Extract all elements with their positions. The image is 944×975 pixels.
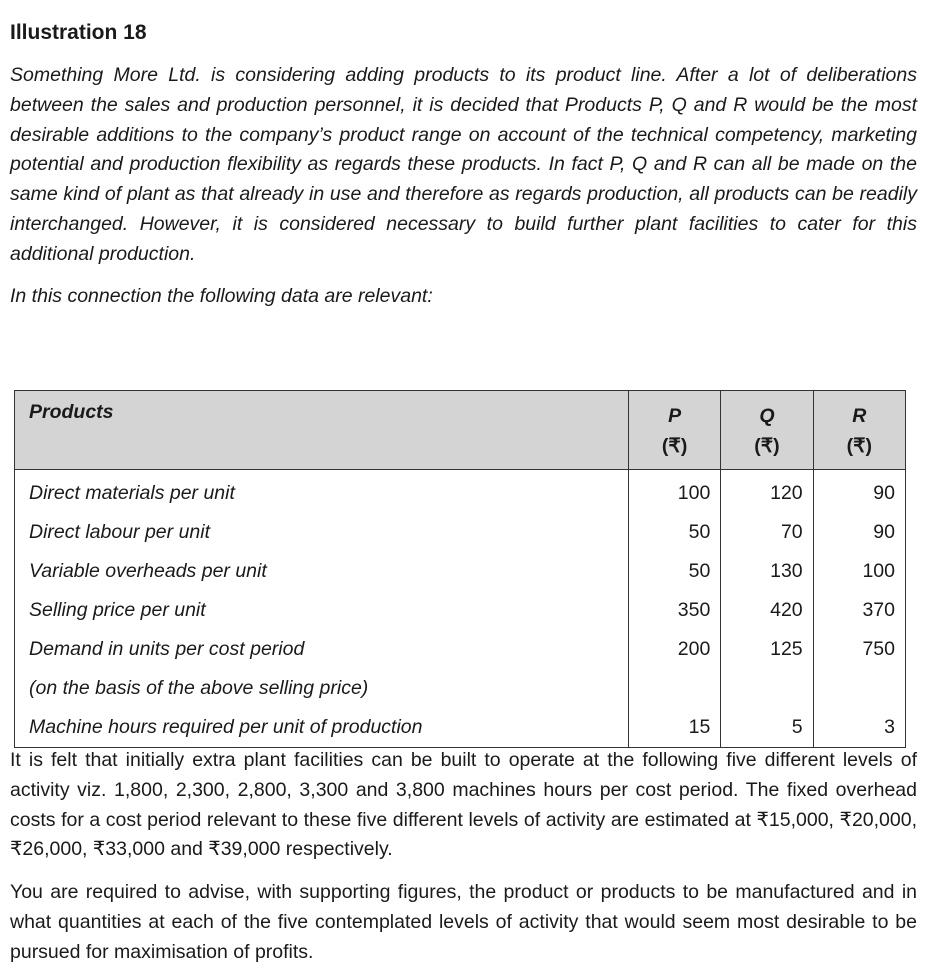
table-row (15, 591, 906, 630)
table-row (15, 470, 906, 514)
cell-p: 50 (628, 513, 720, 552)
row-label: Variable overheads per unit (15, 552, 629, 591)
cell-r: 90 (813, 470, 905, 514)
product-data-table (14, 390, 906, 748)
table-header-row (15, 391, 906, 470)
intro-paragraph: Something More Ltd. is considering adding products to its product line. After a lot of deliberations between the sales and production personnel, it is decided that Products P, Q and R would be the most desirable additions to the company’s product range on account of the technical competency, marketing potential and production flexibility as regards these products. In fact P, Q and R can all be made on the same kind of plant as that already in use and therefore as regards production, all products can be readily interchanged. However, it is considered necessary to build further plant facilities to cater for this additional production. (10, 64, 917, 265)
product-q-name: Q (759, 405, 775, 427)
cell-r (813, 669, 905, 708)
cell-q: 120 (721, 470, 813, 514)
cell-q: 5 (721, 708, 813, 748)
product-r-unit: (₹) (846, 435, 873, 457)
product-p-name: P (668, 405, 682, 427)
product-p-header (628, 391, 720, 470)
product-r-name: R (852, 405, 867, 427)
cell-q: 420 (721, 591, 813, 630)
table-row (15, 669, 906, 708)
table-row (15, 708, 906, 748)
cell-q (721, 669, 813, 708)
row-label: Machine hours required per unit of production (15, 708, 629, 748)
product-q-unit: (₹) (754, 435, 780, 457)
products-header: Products (15, 391, 629, 470)
illustration-heading: Illustration 18 (10, 21, 147, 44)
cell-q: 125 (721, 630, 813, 669)
cell-r: 100 (813, 552, 905, 591)
table-row (15, 630, 906, 669)
cell-p (628, 669, 720, 708)
lead-paragraph: In this connection the following data are relevant: (10, 285, 433, 307)
row-label: Selling price per unit (15, 591, 629, 630)
cell-p: 50 (628, 552, 720, 591)
row-label: Direct materials per unit (15, 470, 629, 514)
row-label: (on the basis of the above selling price) (15, 669, 629, 708)
row-label: Direct labour per unit (15, 513, 629, 552)
cell-p: 15 (628, 708, 720, 748)
row-label: Demand in units per cost period (15, 630, 629, 669)
table-row (15, 513, 906, 552)
table-row (15, 552, 906, 591)
cell-q: 70 (721, 513, 813, 552)
cell-r: 750 (813, 630, 905, 669)
cell-q: 130 (721, 552, 813, 591)
product-p-unit: (₹) (661, 435, 688, 457)
cell-r: 90 (813, 513, 905, 552)
cell-p: 200 (628, 630, 720, 669)
product-q-header (721, 391, 813, 470)
cell-p: 100 (628, 470, 720, 514)
cell-r: 3 (813, 708, 905, 748)
activity-levels-paragraph: It is felt that initially extra plant facilities can be built to operate at the following five different levels of activity viz. 1,800, 2,300, 2,800, 3,300 and 3,800 machines hours per cost period. The fixed overhead costs for a cost period relevant to these five different levels of activity are estimated at ₹15,000, ₹20,000, ₹26,000, ₹33,000 and ₹39,000 respectively. (10, 749, 917, 861)
product-r-header (813, 391, 905, 470)
cell-r: 370 (813, 591, 905, 630)
cell-p: 350 (628, 591, 720, 630)
task-paragraph: You are required to advise, with supporting figures, the product or products to be manufactured and in what quantities at each of the five contemplated levels of activity that would seem most desirable to be pursued for maximisation of profits. (10, 881, 917, 963)
